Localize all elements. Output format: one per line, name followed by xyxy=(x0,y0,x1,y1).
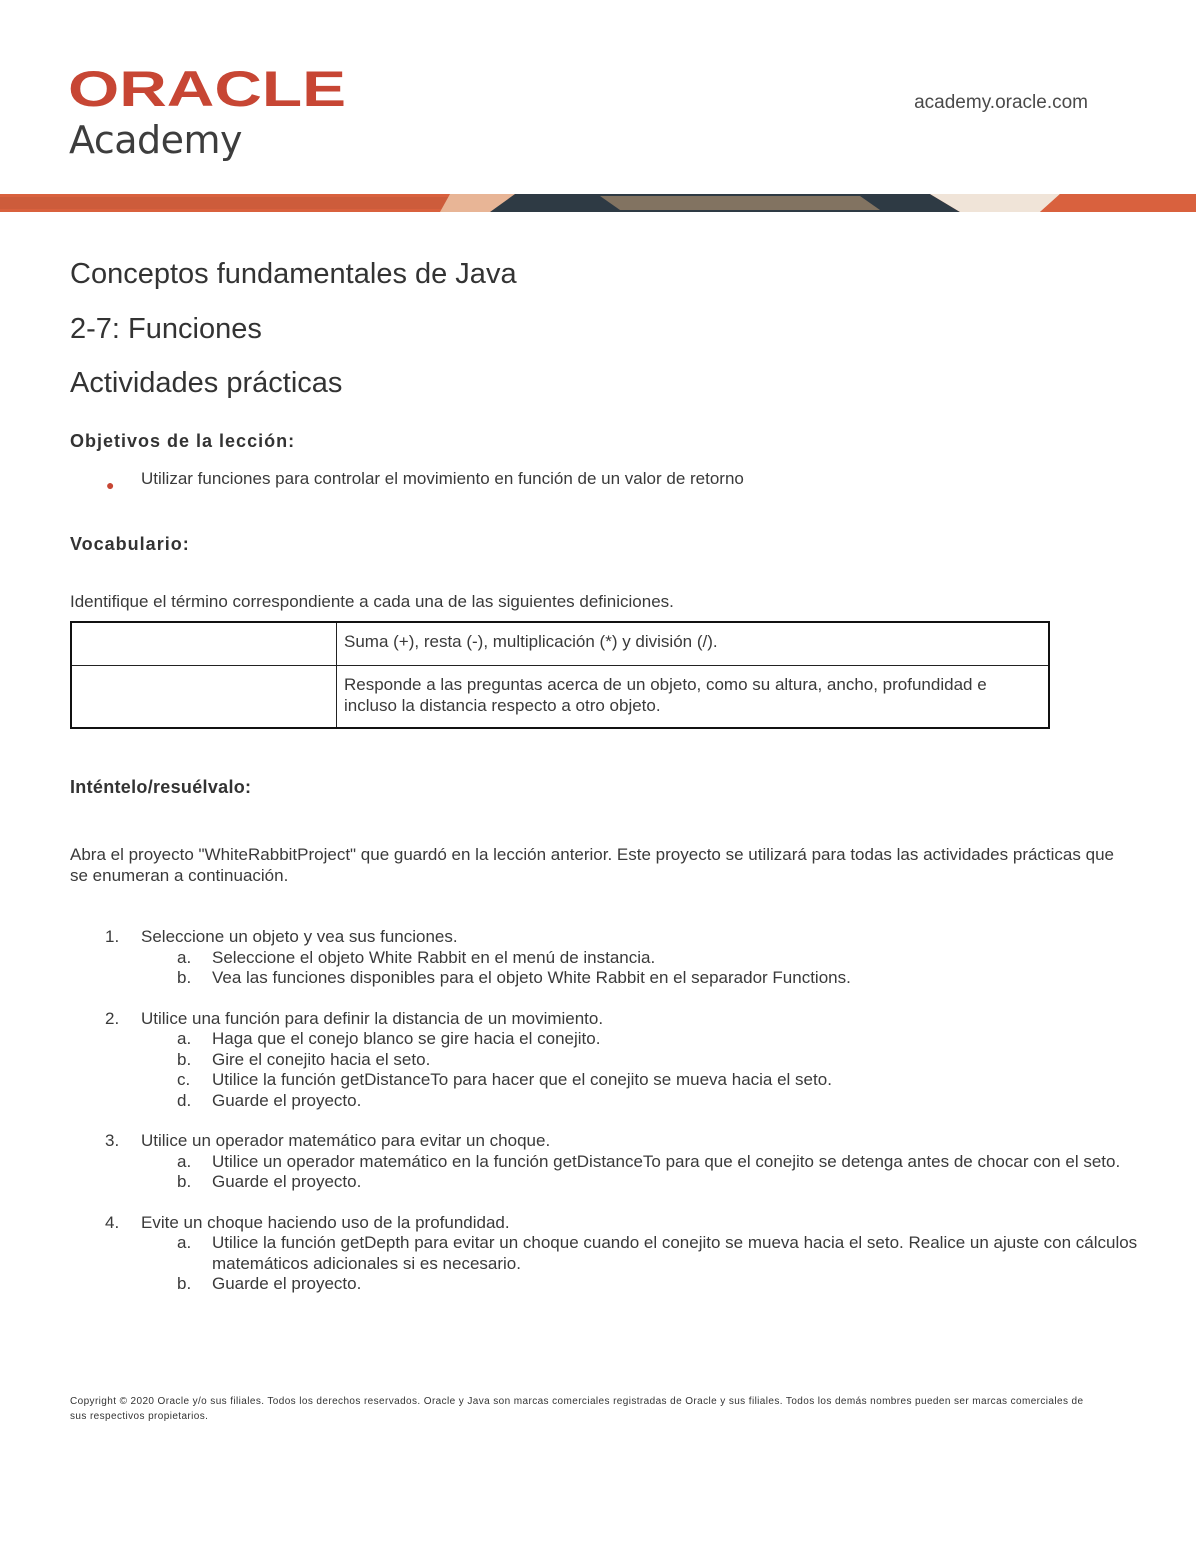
substep-item xyxy=(141,968,1140,989)
step-text: Evite un choque haciendo uso de la profundidad. xyxy=(141,1212,510,1232)
step-item xyxy=(70,1213,1140,1295)
vocabulary-table xyxy=(70,621,1050,729)
step-number: 3. xyxy=(105,1131,120,1150)
lesson-title: 2-7: Funciones xyxy=(70,313,262,345)
substep-text: Guarde el proyecto. xyxy=(212,1274,362,1293)
substep-text: Guarde el proyecto. xyxy=(212,1090,362,1110)
substep-item xyxy=(141,1029,1140,1050)
step-text: Utilice una función para definir la distancia de un movimiento. xyxy=(141,1008,604,1028)
definition-cell: Responde a las preguntas acerca de un objeto, como su altura, ancho, profundidad e incluso la distancia respecto a otro objeto. xyxy=(337,665,1050,728)
substep-item xyxy=(141,1274,1140,1295)
substep-letter: b. xyxy=(177,1274,192,1293)
academy-wordmark: Academy xyxy=(69,118,243,162)
activity-type-title: Actividades prácticas xyxy=(70,367,343,399)
objectives-heading: Objetivos de la lección: xyxy=(70,431,296,451)
step-text: Utilice un operador matemático para evitar un choque. xyxy=(141,1131,551,1150)
step-item xyxy=(70,1009,1140,1112)
step-item xyxy=(70,1131,1140,1193)
table-row xyxy=(71,665,1049,728)
step-number: 1. xyxy=(105,927,120,946)
objective-item: Utilizar funciones para controlar el movimiento en función de un valor de retorno xyxy=(141,469,744,488)
bullet-icon: ● xyxy=(106,477,115,493)
vocabulary-heading: Vocabulario: xyxy=(70,534,190,554)
substep-letter: b. xyxy=(177,1172,192,1191)
table-row xyxy=(71,622,1049,665)
substep-item xyxy=(141,1152,1140,1173)
definition-cell: Suma (+), resta (-), multiplicación (*) y división (/). xyxy=(337,622,1050,665)
substep-item xyxy=(141,1172,1140,1193)
substep-text: Guarde el proyecto. xyxy=(212,1172,362,1191)
step-number: 2. xyxy=(105,1008,120,1028)
substep-letter: b. xyxy=(177,1049,192,1069)
oracle-logo xyxy=(68,66,348,110)
decorative-banner xyxy=(0,194,1200,212)
substep-letter: a. xyxy=(177,1233,192,1252)
substep-text: Utilice la función getDepth para evitar un choque cuando el conejito se mueva hacia el seto. Realice un ajuste con cálculos matemáticos adicionales si es necesario. xyxy=(212,1233,1138,1273)
step-number: 4. xyxy=(105,1212,120,1232)
substep-item xyxy=(141,948,1140,969)
practice-heading: Inténtelo/resuélvalo: xyxy=(70,777,252,797)
substep-letter: a. xyxy=(177,1151,192,1171)
substep-letter: a. xyxy=(177,947,192,967)
copyright-footer: Copyright © 2020 Oracle y/o sus filiales. Todos los derechos reservados. Oracle y Java son marcas comerciales registradas de Oracle y sus filiales. Todos los demás nombres pueden ser marcas comerciales de sus respectivos propietarios. xyxy=(70,1396,1084,1422)
substep-text: Seleccione el objeto White Rabbit en el menú de instancia. xyxy=(212,947,656,967)
substep-text: Vea las funciones disponibles para el objeto White Rabbit en el separador Functions. xyxy=(212,968,851,987)
substep-letter: d. xyxy=(177,1090,192,1110)
step-item xyxy=(70,927,1140,989)
substep-item xyxy=(141,1050,1140,1071)
substep-text: Utilice la función getDistanceTo para hacer que el conejito se mueva hacia el seto. xyxy=(212,1070,832,1089)
substep-text: Haga que el conejo blanco se gire hacia el conejito. xyxy=(212,1029,601,1048)
substep-text: Utilice un operador matemático en la función getDistanceTo para que el conejito se detenga antes de chocar con el seto. xyxy=(212,1151,1121,1171)
substep-letter: c. xyxy=(177,1070,191,1089)
term-cell[interactable] xyxy=(71,622,337,665)
step-text: Seleccione un objeto y vea sus funciones. xyxy=(141,927,458,946)
practice-intro: Abra el proyecto "WhiteRabbitProject" que guardó en la lección anterior. Este proyecto se utilizará para todas las actividades prácticas que se enumeran a continuación. xyxy=(70,845,1114,885)
steps-list xyxy=(70,927,1140,1315)
substep-letter: a. xyxy=(177,1029,192,1048)
term-cell[interactable] xyxy=(71,665,337,728)
site-url[interactable]: academy.oracle.com xyxy=(914,92,1088,113)
oracle-logo-text: ORACLE xyxy=(68,66,346,110)
substep-letter: b. xyxy=(177,968,192,987)
substep-item xyxy=(141,1091,1140,1112)
substep-item xyxy=(141,1233,1140,1274)
course-title: Conceptos fundamentales de Java xyxy=(70,258,517,290)
substep-text: Gire el conejito hacia el seto. xyxy=(212,1049,431,1069)
substep-item xyxy=(141,1070,1140,1091)
vocabulary-instruction: Identifique el término correspondiente a cada una de las siguientes definiciones. xyxy=(70,592,674,611)
